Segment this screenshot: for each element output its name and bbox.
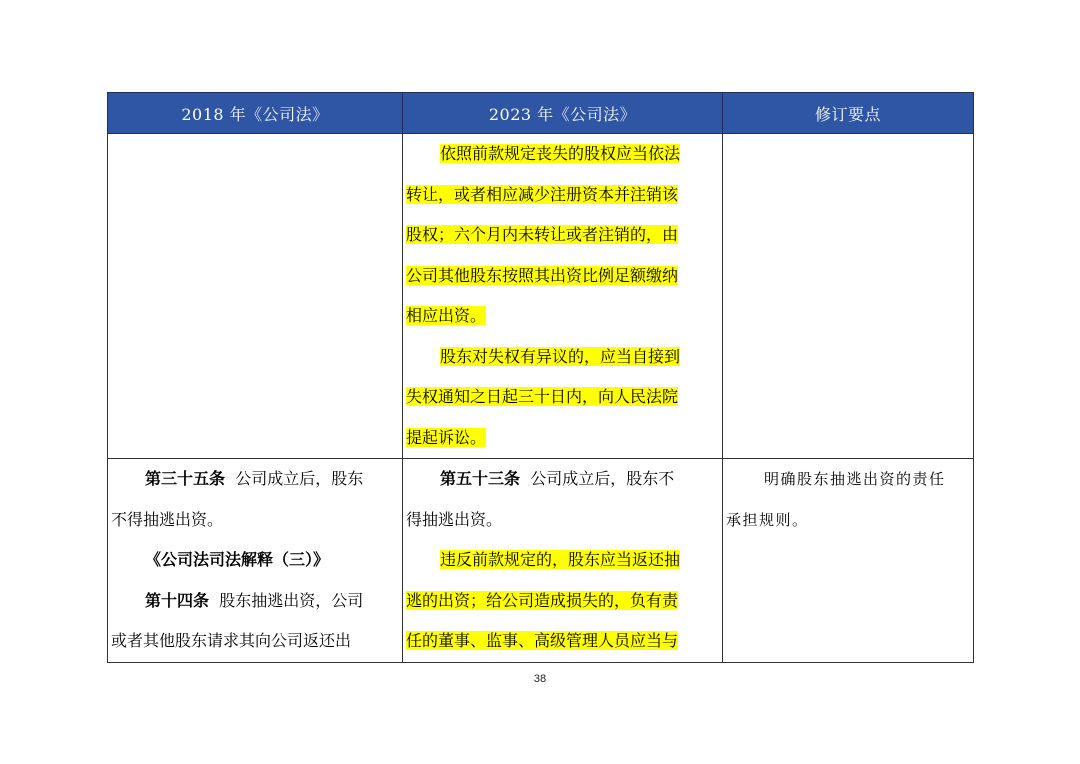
text-line: 违反前款规定的，股东应当返还抽	[440, 550, 681, 569]
text-line: 任的董事、监事、高级管理人员应当与	[406, 631, 679, 650]
text-line: 依照前款规定丧失的股权应当依法	[440, 144, 681, 163]
header-revision-points: 修订要点	[723, 93, 974, 134]
text-line: 逃的出资；给公司造成损失的，负有责	[406, 590, 679, 610]
text-line: 转让，或者相应减少注册资本并注销该	[406, 184, 679, 204]
revision-note-line: 明确股东抽逃出资的责任	[764, 470, 946, 488]
text-line: 相应出资。	[406, 306, 487, 325]
page-number: 38	[533, 673, 547, 685]
article-35-label: 第三十五条	[145, 469, 226, 488]
interpretation-title: 《公司法司法解释（三）》	[145, 550, 330, 569]
text-line: 失权通知之日起三十日内，向人民法院	[406, 387, 679, 406]
row1-revision-cell	[723, 134, 974, 459]
article-35-text: 公司成立后，股东	[235, 469, 364, 488]
table-row	[108, 134, 974, 459]
row1-2018-cell	[108, 134, 403, 459]
table-header-row	[108, 93, 974, 134]
row1-2023-cell	[403, 134, 723, 459]
row2-2023-cell	[403, 459, 723, 663]
row2-2018-cell	[108, 459, 403, 663]
text-line: 股权；六个月内未转让或者注销的，由	[406, 225, 679, 244]
header-2023-law: 2023 年《公司法》	[403, 93, 723, 134]
text-line: 得抽逃出资。	[406, 509, 503, 529]
row2-revision-cell	[723, 459, 974, 663]
article-14-text: 股东抽逃出资，公司	[219, 590, 364, 610]
text-line: 不得抽逃出资。	[111, 509, 224, 529]
article-53-label: 第五十三条	[440, 469, 521, 488]
text-line: 公司其他股东按照其出资比例足额缴纳	[406, 265, 679, 285]
text-line: 股东对失权有异议的，应当自接到	[440, 346, 681, 366]
revision-note-line: 承担规则。	[726, 510, 809, 529]
table-row	[108, 459, 974, 663]
text-line: 提起诉讼。	[406, 427, 487, 447]
article-14-label: 第十四条	[145, 590, 210, 610]
header-2018-law: 2018 年《公司法》	[108, 93, 403, 134]
article-53-text: 公司成立后，股东不	[530, 469, 675, 488]
text-line: 或者其他股东请求其向公司返还出	[111, 631, 352, 650]
law-comparison-table	[107, 92, 974, 663]
